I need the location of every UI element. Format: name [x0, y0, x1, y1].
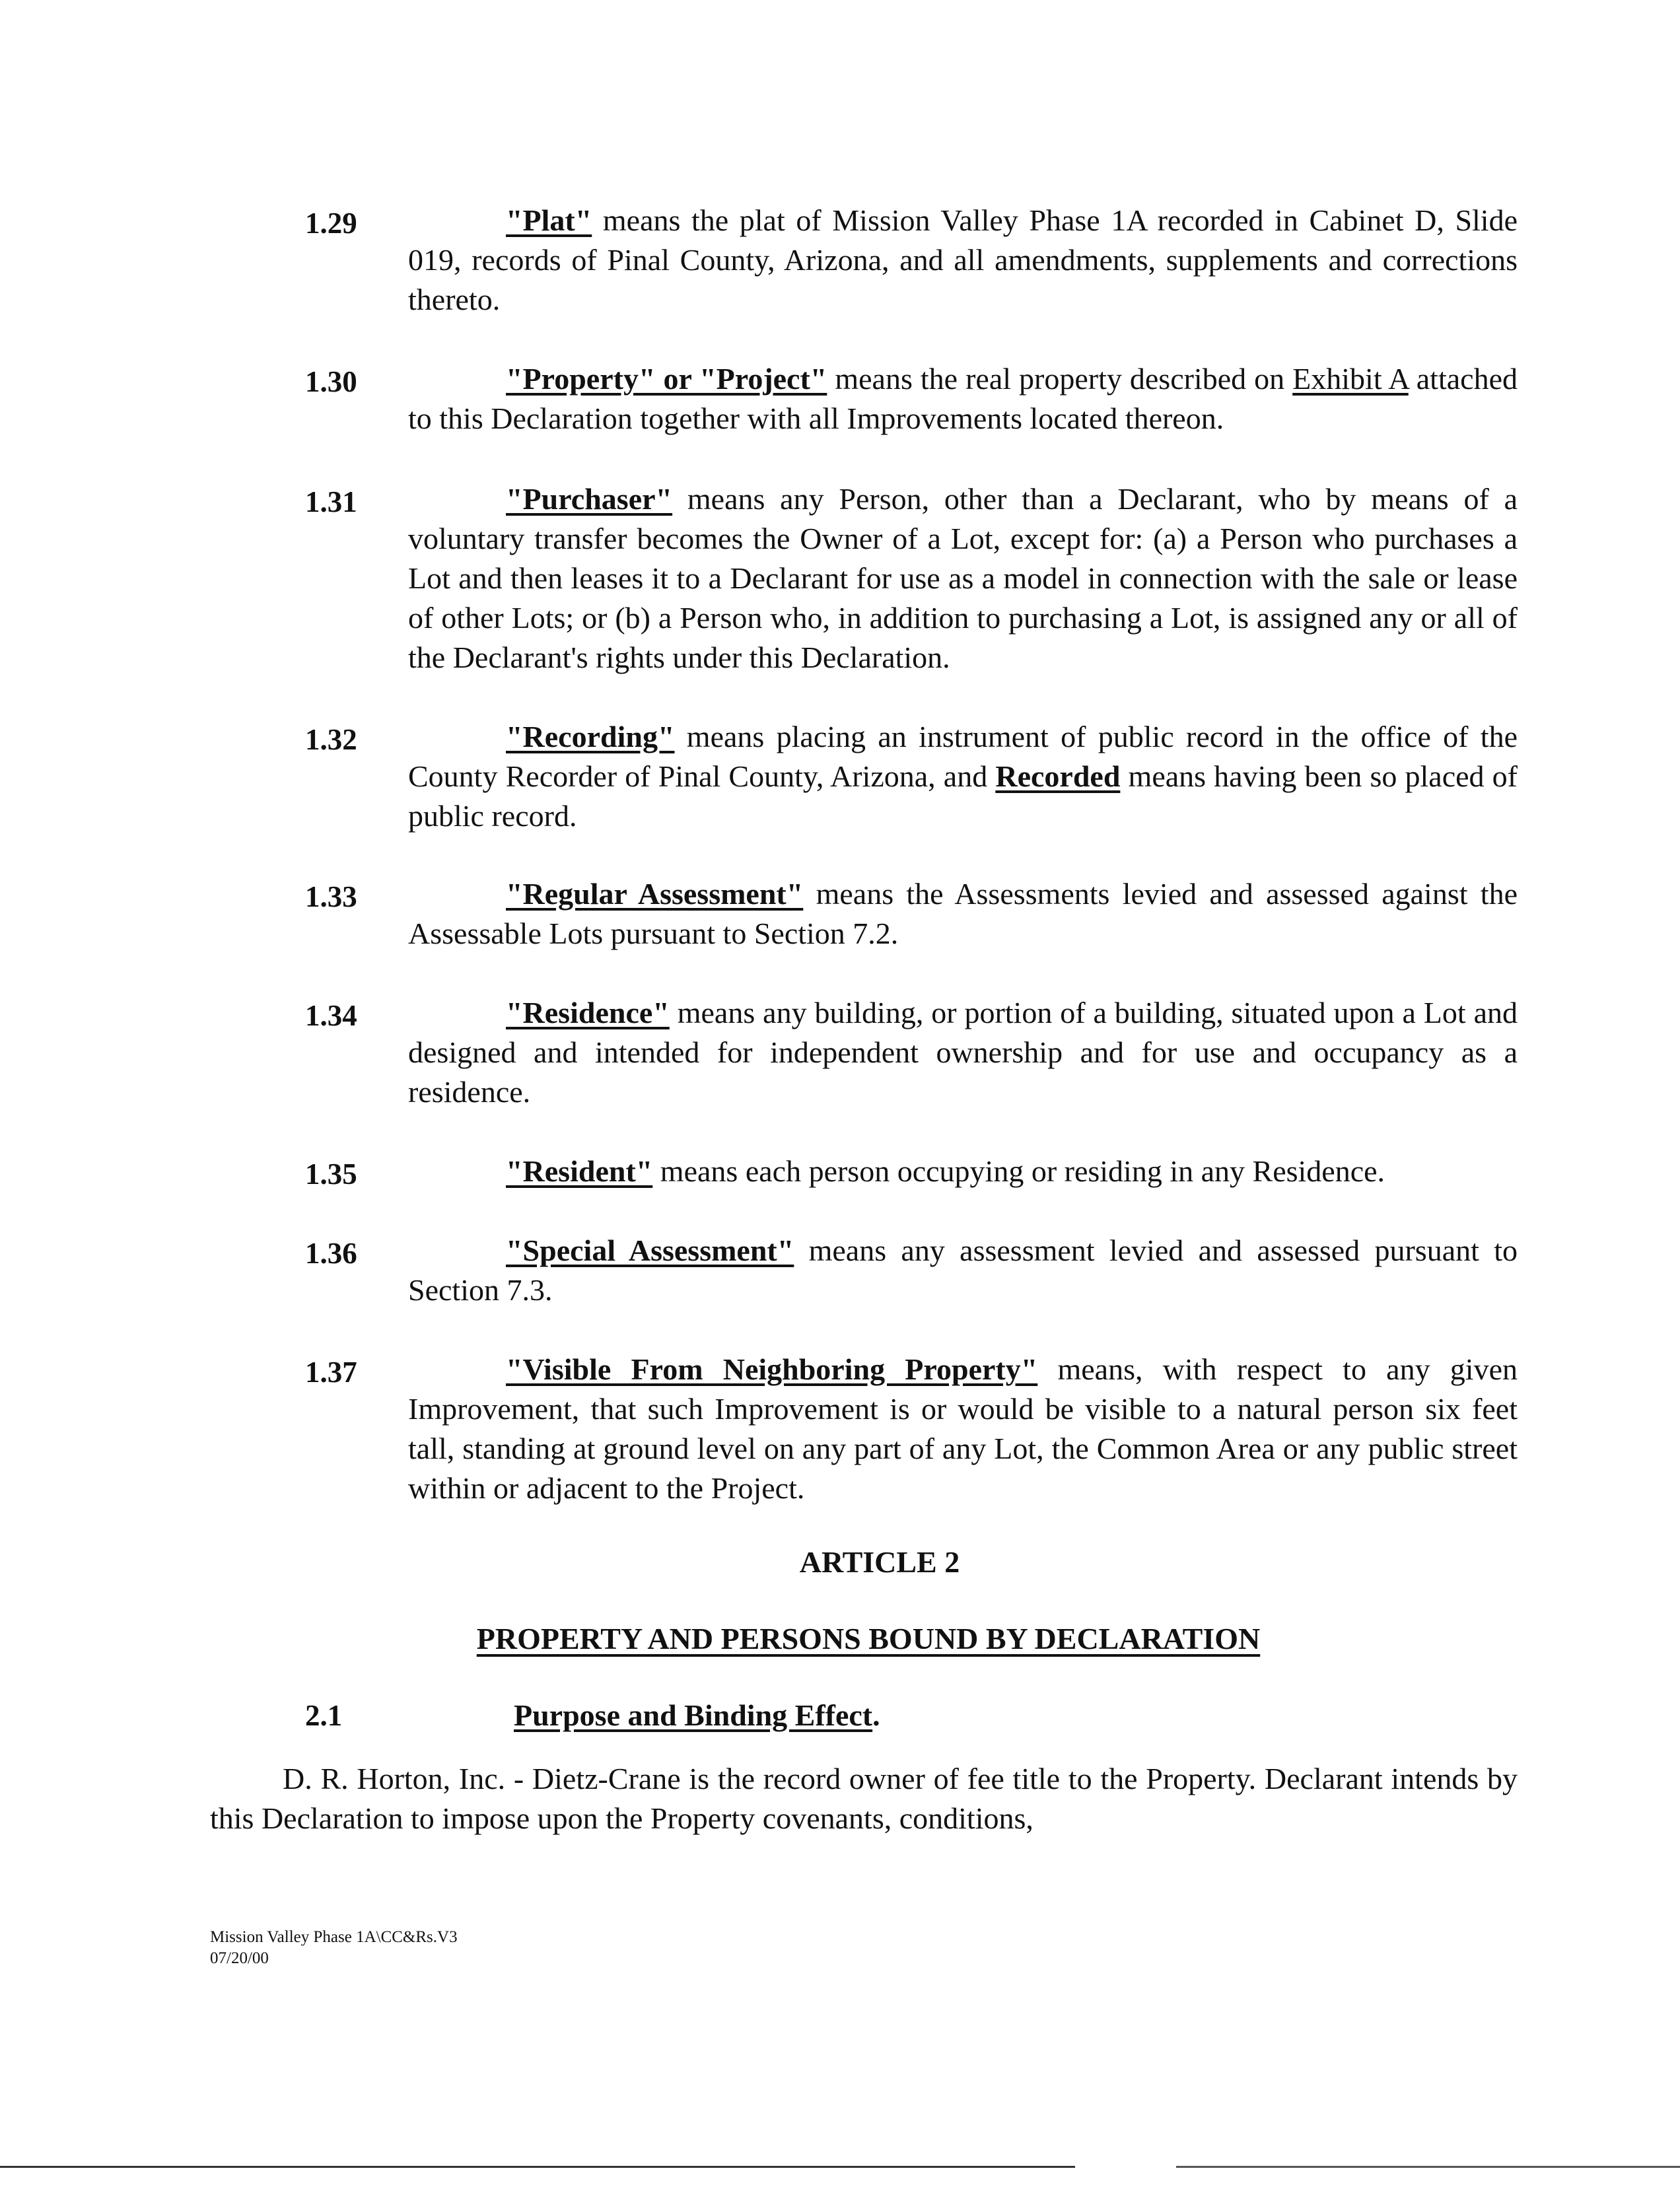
definition-text-continued: attached to this Declaration together with all Improvements located thereon.: [408, 362, 1518, 435]
section-1-37-body: [408, 1350, 1518, 1508]
section-1-32-body: [408, 717, 1518, 836]
definition-text: means any Person, other than a Declarant, who by means of a voluntary transfer becomes the Owner of a Lot, except for: (a) a Person who purchases a Lot and then leases it to a Declarant for use as a model in connection with the sale or lease of other Lots; or (b) a Person who, in addition to purchasing a Lot, is assigned any or all of the Declarant's rights under this Declaration.: [408, 482, 1518, 674]
footer-date: 07/20/00: [210, 1949, 269, 1967]
definition-text: means the Assessments levied and assessed against the Assessable Lots pursuant to Section 7.2.: [408, 877, 1518, 950]
exhibit-reference: Exhibit A: [1292, 362, 1409, 396]
definition-text: means any building, or portion of a building, situated upon a Lot and designed and intended for independent ownership and for use and occupancy as a residence.: [408, 996, 1518, 1109]
section-1-29-body: [408, 201, 1518, 320]
scan-edge-line: [0, 2166, 1680, 2168]
footer-filename: Mission Valley Phase 1A\CC&Rs.V3: [210, 1928, 458, 1946]
defined-term: "Residence": [506, 996, 670, 1029]
subsection-title-suffix: .: [872, 1698, 880, 1732]
defined-term: "Resident": [506, 1154, 653, 1188]
section-1-36-body: [408, 1231, 1518, 1310]
section-number-1-34: 1.34: [305, 999, 357, 1032]
defined-term: "Property" or "Project": [506, 362, 827, 396]
body-paragraph: D. R. Horton, Inc. - Dietz-Crane is the record owner of fee title to the Property. Declarant intends by this Declaration to impose upon the Property covenants, conditions,: [210, 1762, 1518, 1835]
section-1-34-body: [408, 993, 1518, 1112]
section-1-33-body: [408, 874, 1518, 954]
document-footer: [210, 1927, 458, 1969]
subsection-number: 2.1: [305, 1699, 343, 1732]
section-number-1-33: 1.33: [305, 880, 357, 913]
defined-term: "Special Assessment": [506, 1233, 794, 1267]
definition-text: means placing an instrument of public record in the office of the County Recorder of Pinal County, Arizona, and: [408, 720, 1518, 793]
definition-text: means any assessment levied and assessed pursuant to Section 7.3.: [408, 1233, 1518, 1307]
defined-term-recorded: Recorded: [995, 759, 1121, 793]
section-number-1-31: 1.31: [305, 485, 357, 518]
definition-text: means the plat of Mission Valley Phase 1A recorded in Cabinet D, Slide 019, records of Pinal County, Arizona, and all amendments, supplements and corrections thereto.: [408, 203, 1518, 316]
article-title: PROPERTY AND PERSONS BOUND BY DECLARATION: [476, 1622, 1261, 1655]
defined-term: "Purchaser": [506, 482, 673, 516]
section-number-1-36: 1.36: [305, 1237, 357, 1270]
section-1-35-body: [408, 1152, 1518, 1191]
defined-term: "Visible From Neighboring Property": [506, 1352, 1038, 1386]
definition-text: means, with respect to any given Improvement, that such Improvement is or would be visible to a natural person six feet tall, standing at ground level on any part of any Lot, the Common Area or any public street within or adjacent to the Project.: [408, 1352, 1518, 1505]
section-number-1-30: 1.30: [305, 365, 357, 398]
subsection-title: [514, 1696, 880, 1735]
section-1-31-body: [408, 479, 1518, 677]
subsection-title-text: Purpose and Binding Effect: [514, 1698, 873, 1732]
section-1-30-body: [408, 359, 1518, 438]
section-number-1-37: 1.37: [305, 1356, 357, 1389]
defined-term: "Recording": [506, 720, 675, 753]
definition-text: means the real property described on: [827, 362, 1293, 396]
definition-text: means each person occupying or residing in any Residence.: [652, 1154, 1385, 1188]
section-number-1-29: 1.29: [305, 207, 357, 240]
article-heading: ARTICLE 2: [799, 1545, 960, 1579]
definition-text-continued: means having been so placed of public record.: [408, 759, 1518, 833]
defined-term: "Plat": [506, 203, 592, 237]
section-number-1-35: 1.35: [305, 1158, 357, 1191]
defined-term: "Regular Assessment": [506, 877, 804, 911]
section-number-1-32: 1.32: [305, 723, 357, 756]
